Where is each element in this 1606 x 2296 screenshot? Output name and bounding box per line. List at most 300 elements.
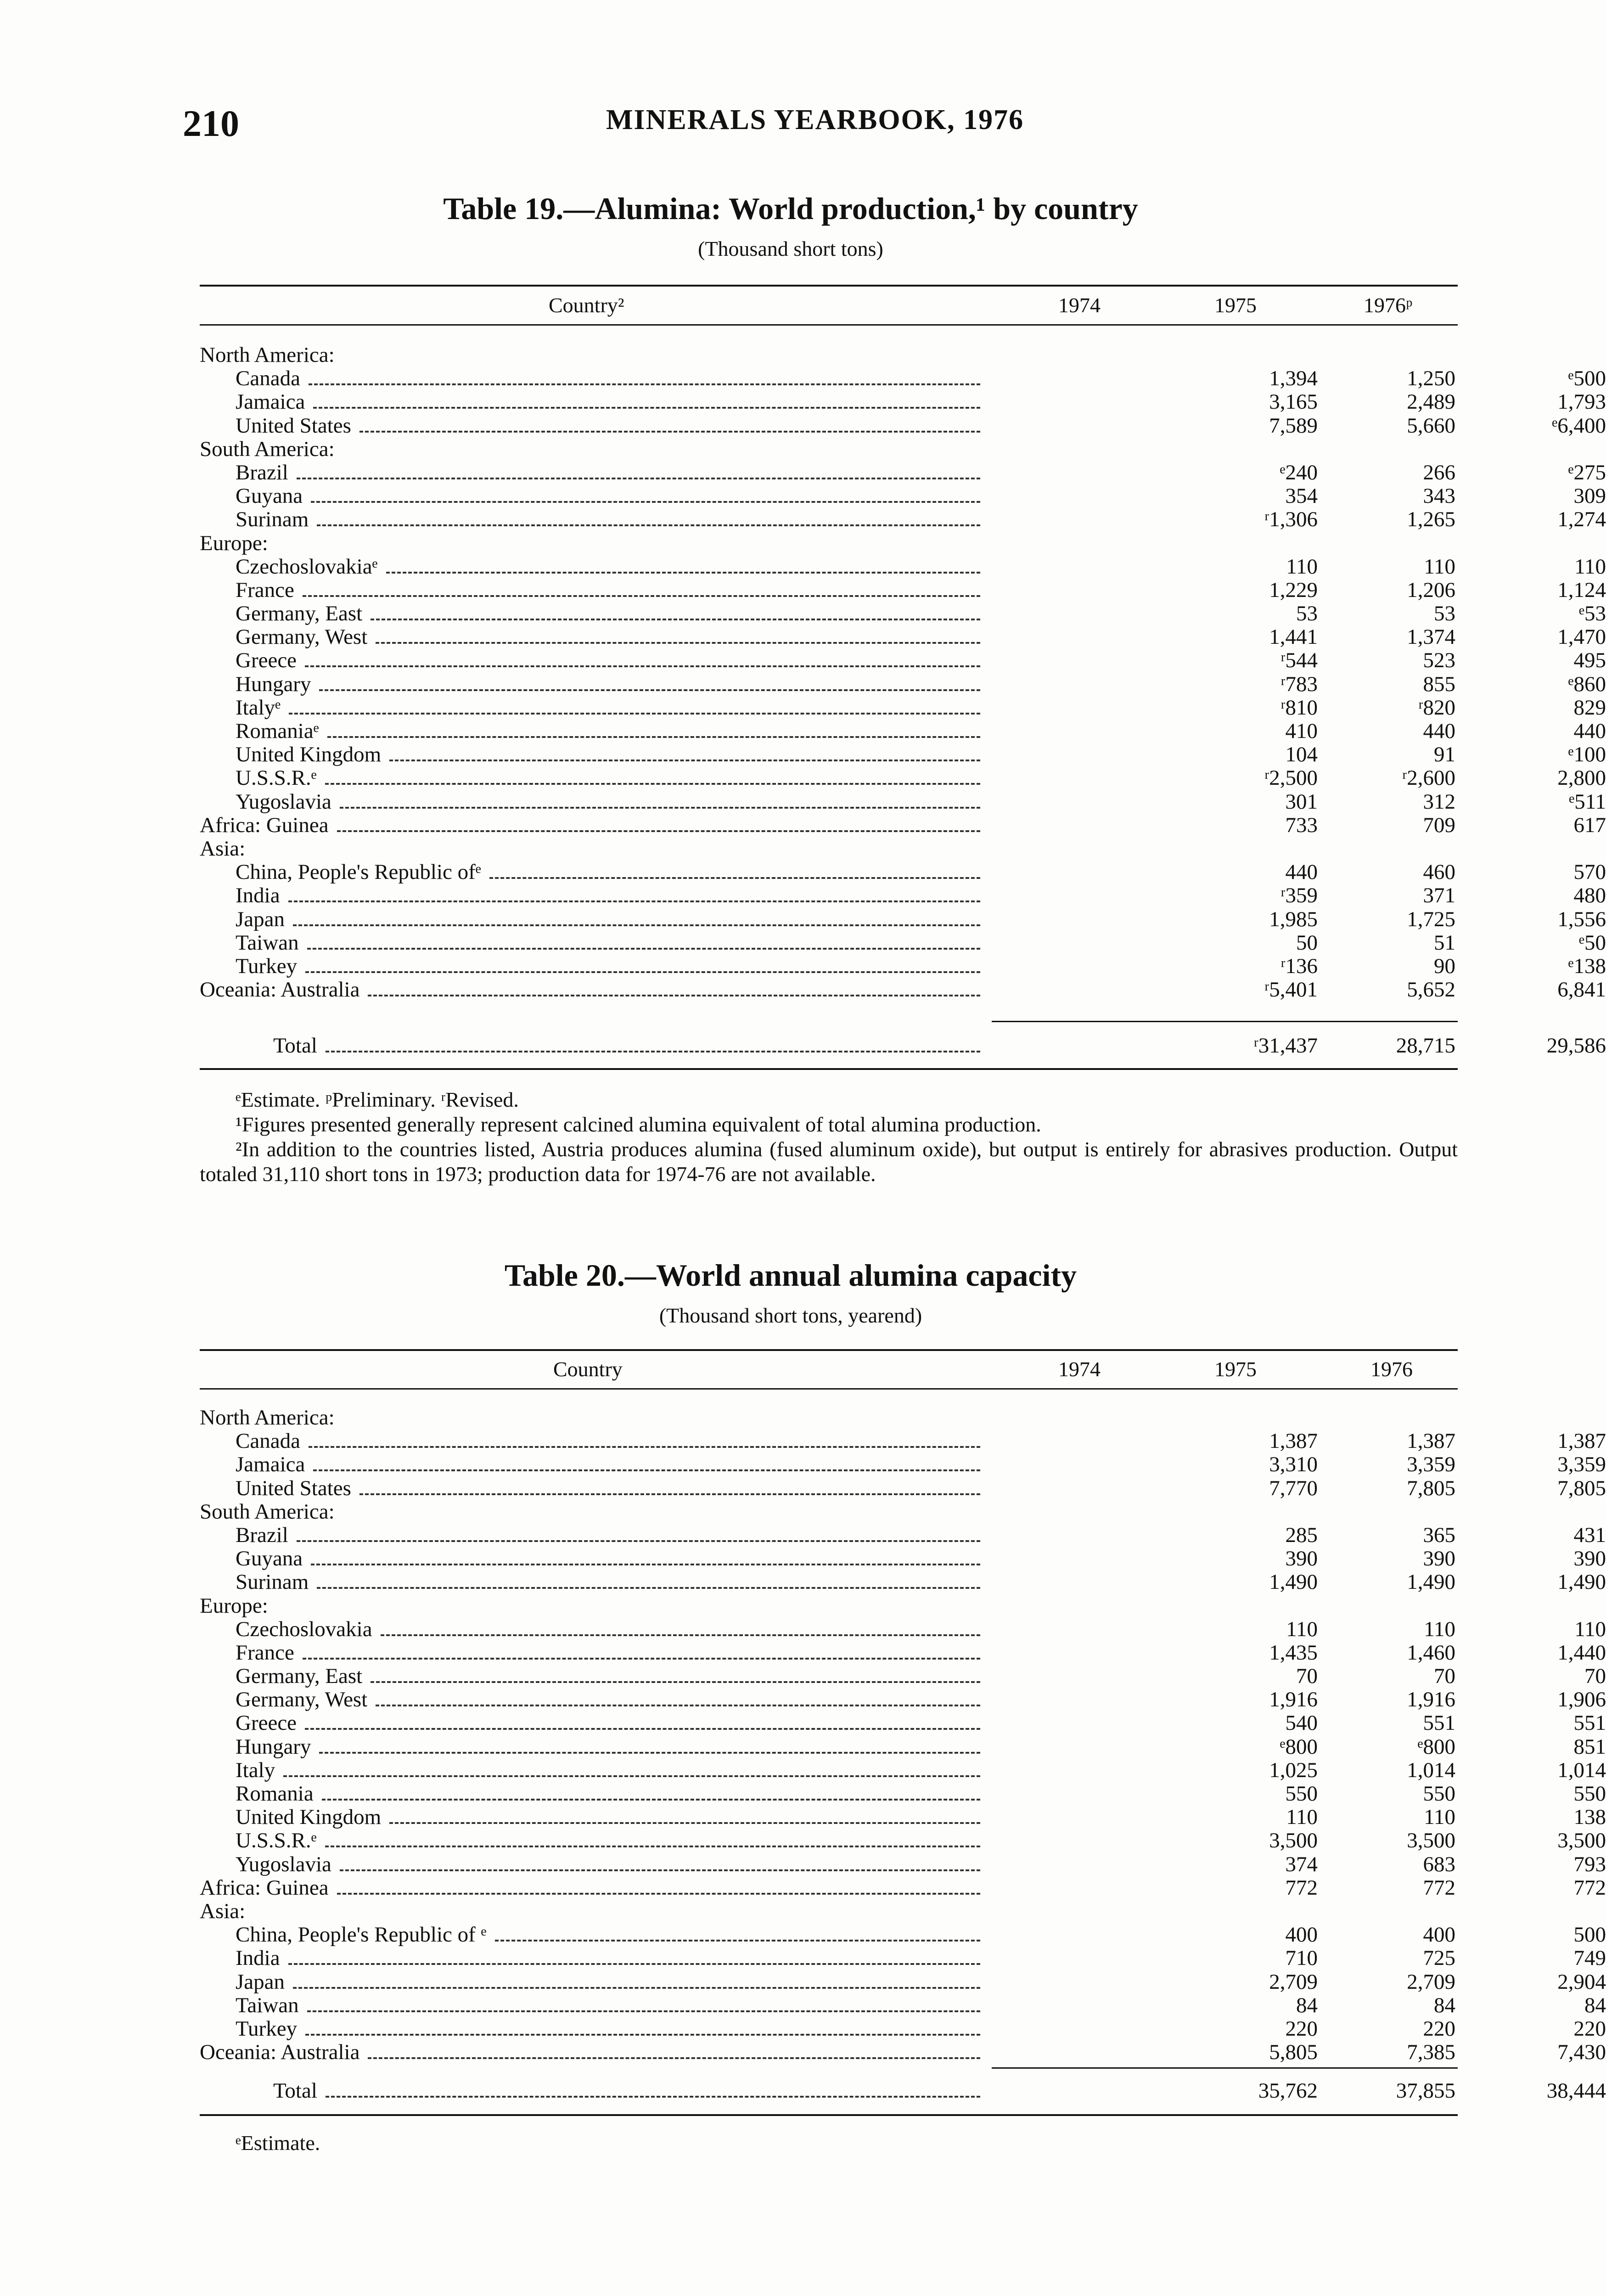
table20-total xyxy=(200,2079,1606,2103)
dot-leader xyxy=(283,1775,980,1777)
country-name: Romaniaᵉ xyxy=(236,719,319,743)
dot-leader xyxy=(309,1446,980,1448)
value-1974: ʳ5,401 xyxy=(1264,978,1318,1002)
table-row xyxy=(200,930,1606,955)
value-1975: 440 xyxy=(1423,719,1455,743)
value-1976: 70 xyxy=(1584,1664,1606,1688)
table-row xyxy=(200,1617,1606,1641)
country-name: Germany, West xyxy=(236,1688,368,1712)
table19-header-rule xyxy=(200,324,1458,326)
dot-leader xyxy=(311,501,980,503)
value-1974: 1,916 xyxy=(1269,1688,1318,1712)
table19-total-rule xyxy=(992,1021,1458,1022)
country-name: United States xyxy=(236,1476,351,1500)
dot-leader xyxy=(288,1963,980,1965)
table20-header-rule xyxy=(200,1388,1458,1390)
value-1975: 683 xyxy=(1423,1852,1455,1876)
dot-leader xyxy=(307,948,980,950)
value-1974: 50 xyxy=(1296,930,1318,955)
table19-col-1974: 1974 xyxy=(1058,293,1101,317)
table20-subtitle: (Thousand short tons, yearend) xyxy=(659,1304,922,1327)
table-row xyxy=(200,1875,1606,1900)
value-1974: 1,387 xyxy=(1269,1429,1318,1453)
value-1976: 1,387 xyxy=(1557,1429,1606,1453)
dot-leader xyxy=(307,2010,980,2012)
table-row xyxy=(200,554,1606,579)
value-1974: 35,762 xyxy=(1258,2079,1318,2103)
value-1975: ʳ2,600 xyxy=(1402,766,1455,790)
value-1975: 2,709 xyxy=(1407,1970,1455,1994)
dot-leader xyxy=(305,665,980,667)
dot-leader xyxy=(326,1051,980,1052)
dot-leader xyxy=(340,1869,980,1871)
dot-leader xyxy=(297,1540,980,1542)
value-1974: 550 xyxy=(1285,1782,1318,1806)
dot-leader xyxy=(337,830,980,832)
table-row xyxy=(200,813,1606,837)
value-1975: 725 xyxy=(1423,1946,1455,1970)
value-1974: 104 xyxy=(1285,743,1318,767)
country-name: North America: xyxy=(200,1406,335,1429)
country-name: India xyxy=(236,1946,280,1970)
value-1974: 1,985 xyxy=(1269,907,1318,931)
value-1975: 1,265 xyxy=(1407,507,1455,532)
dot-leader xyxy=(495,1940,980,1941)
value-1974: 733 xyxy=(1285,813,1318,837)
value-1974: 84 xyxy=(1296,1993,1318,2017)
table-row xyxy=(200,1640,1606,1665)
table19-col-1976: 1976ᵖ xyxy=(1364,293,1413,317)
table-row xyxy=(200,484,1606,508)
table-row xyxy=(200,1993,1606,2017)
country-name: Turkey xyxy=(236,954,298,978)
table-row xyxy=(200,578,1606,602)
table-row xyxy=(200,1664,1606,1688)
table-row xyxy=(200,1758,1606,1782)
value-1974: 70 xyxy=(1296,1664,1318,1688)
value-1975: 772 xyxy=(1423,1875,1455,1900)
table20-col-1975: 1975 xyxy=(1214,1357,1257,1381)
value-1976: 3,500 xyxy=(1557,1829,1606,1853)
dot-leader xyxy=(325,1846,980,1847)
value-1975: 37,855 xyxy=(1396,2079,1455,2103)
value-1975: 90 xyxy=(1434,954,1455,978)
table-row xyxy=(200,507,1606,532)
country-name: India xyxy=(236,884,280,908)
table20-col-1976: 1976 xyxy=(1370,1357,1413,1381)
country-name: Italy xyxy=(236,1758,275,1782)
table-row xyxy=(200,532,1458,555)
value-1975: 1,916 xyxy=(1407,1688,1455,1712)
dot-leader xyxy=(305,971,980,973)
country-name: Europe: xyxy=(200,1593,268,1618)
country-name: Guyana xyxy=(236,1547,303,1571)
country-name: Germany, West xyxy=(236,625,368,649)
country-name: Yugoslavia xyxy=(236,789,331,814)
country-name: Oceania: Australia xyxy=(200,978,360,1002)
table-row xyxy=(200,1429,1606,1453)
table-row xyxy=(200,602,1606,626)
value-1976: 220 xyxy=(1573,2016,1606,2041)
value-1976: 617 xyxy=(1573,813,1606,837)
country-name: Romania xyxy=(236,1782,314,1806)
table-row xyxy=(200,1734,1606,1759)
country-name: China, People's Republic of ᵉ xyxy=(236,1923,487,1947)
country-name: Yugoslavia xyxy=(236,1852,331,1876)
value-1975: 855 xyxy=(1423,672,1455,696)
value-1976: ᵉ53 xyxy=(1578,602,1606,626)
country-name: China, People's Republic ofᵉ xyxy=(236,860,481,884)
table-row xyxy=(200,1829,1606,1853)
dot-leader xyxy=(303,1658,980,1660)
country-name: Taiwan xyxy=(236,1993,299,2017)
dot-leader xyxy=(368,995,980,996)
table19-footnote-2: ²In addition to the countries listed, Austria produces alumina (fused aluminum oxide), but output is entirely for abrasives production. Output totaled 31,110 short tons in 1973; production data for 1974-76 are not available. xyxy=(200,1137,1458,1186)
value-1976: 500 xyxy=(1573,1923,1606,1947)
value-1975: 51 xyxy=(1434,930,1455,955)
value-1976: 1,556 xyxy=(1557,907,1606,931)
table19-total xyxy=(200,1034,1606,1058)
dot-leader xyxy=(381,1634,980,1636)
value-1974: ʳ810 xyxy=(1280,695,1318,720)
value-1976: 84 xyxy=(1584,1993,1606,2017)
country-name: Surinam xyxy=(236,1570,309,1594)
value-1975: 1,460 xyxy=(1407,1640,1455,1665)
value-1975: 84 xyxy=(1434,1993,1455,2017)
dot-leader xyxy=(322,1799,980,1801)
dot-leader xyxy=(293,1987,980,1989)
value-1975: 5,652 xyxy=(1407,978,1455,1002)
table-row xyxy=(200,1805,1606,1829)
dot-leader xyxy=(368,2057,980,2059)
value-1975: ʳ820 xyxy=(1418,695,1455,720)
table-row xyxy=(200,648,1606,673)
value-1976: 3,359 xyxy=(1557,1452,1606,1477)
value-1976: 110 xyxy=(1574,1617,1606,1641)
table-row xyxy=(200,1688,1606,1712)
country-name: Europe: xyxy=(200,531,268,555)
value-1974: 110 xyxy=(1286,1805,1318,1829)
country-name: Africa: Guinea xyxy=(200,813,329,837)
value-1974: 710 xyxy=(1285,1946,1318,1970)
value-1975: 7,805 xyxy=(1407,1476,1455,1500)
dot-leader xyxy=(389,1822,980,1824)
value-1974: 440 xyxy=(1285,860,1318,884)
value-1976: 551 xyxy=(1573,1711,1606,1735)
value-1974: ʳ136 xyxy=(1280,954,1318,978)
table-row xyxy=(200,1500,1458,1524)
dot-leader xyxy=(305,2034,980,2036)
country-name: Oceania: Australia xyxy=(200,2040,360,2065)
value-1976: 829 xyxy=(1573,695,1606,720)
table-row xyxy=(200,1900,1458,1923)
table-row xyxy=(200,1782,1606,1806)
value-1975: 1,374 xyxy=(1407,625,1455,649)
value-1975: 460 xyxy=(1423,860,1455,884)
value-1976: 440 xyxy=(1573,719,1606,743)
value-1976: ᵉ511 xyxy=(1569,789,1606,814)
value-1975: 1,387 xyxy=(1407,1429,1455,1453)
value-1974: 400 xyxy=(1285,1923,1318,1947)
value-1976: 851 xyxy=(1573,1734,1606,1759)
table-row xyxy=(200,766,1606,790)
dot-leader xyxy=(319,689,980,691)
dot-leader xyxy=(359,431,980,433)
table-row xyxy=(200,1476,1606,1500)
dot-leader xyxy=(311,1564,980,1565)
value-1975: 371 xyxy=(1423,884,1455,908)
value-1975: 3,359 xyxy=(1407,1452,1455,1477)
table-row xyxy=(200,743,1606,767)
value-1975: 390 xyxy=(1423,1547,1455,1571)
dot-leader xyxy=(371,1681,980,1683)
value-1975: 28,715 xyxy=(1396,1034,1455,1058)
value-1975: 550 xyxy=(1423,1782,1455,1806)
country-name: South America: xyxy=(200,437,335,461)
table19-col-country: Country² xyxy=(549,293,624,317)
value-1975: 2,489 xyxy=(1407,390,1455,414)
value-1976: ᵉ6,400 xyxy=(1552,413,1606,438)
value-1975: 709 xyxy=(1423,813,1455,837)
table20-col-country: Country xyxy=(553,1357,623,1381)
dot-leader xyxy=(371,619,980,620)
table19-body xyxy=(200,343,1606,1002)
table-row xyxy=(200,1970,1606,1994)
value-1976: 570 xyxy=(1573,860,1606,884)
value-1976: 2,800 xyxy=(1557,766,1606,790)
value-1975: 343 xyxy=(1423,484,1455,508)
value-1974: 374 xyxy=(1285,1852,1318,1876)
value-1975: 53 xyxy=(1434,602,1455,626)
table-row xyxy=(200,978,1606,1002)
table-row xyxy=(200,837,1458,861)
value-1974: 301 xyxy=(1285,789,1318,814)
table20-col-1974: 1974 xyxy=(1058,1357,1101,1381)
value-1976: 1,274 xyxy=(1557,507,1606,532)
value-1975: 551 xyxy=(1423,1711,1455,1735)
country-name: France xyxy=(236,1640,294,1665)
value-1976: 138 xyxy=(1573,1805,1606,1829)
dot-leader xyxy=(313,407,980,409)
value-1976: ᵉ275 xyxy=(1568,460,1606,484)
country-name: Germany, East xyxy=(236,1664,363,1688)
table-row xyxy=(200,343,1458,367)
country-name: Taiwan xyxy=(236,930,299,955)
value-1974: ʳ2,500 xyxy=(1264,766,1318,790)
dot-leader xyxy=(293,924,980,926)
value-1974: 1,025 xyxy=(1269,1758,1318,1782)
table-row xyxy=(200,2040,1606,2065)
value-1974: 7,770 xyxy=(1269,1476,1318,1500)
value-1976: 110 xyxy=(1574,554,1606,579)
value-1974: 772 xyxy=(1285,1875,1318,1900)
dot-leader xyxy=(376,642,980,644)
country-name: Asia: xyxy=(200,1899,246,1923)
value-1974: 3,310 xyxy=(1269,1452,1318,1477)
value-1974: 220 xyxy=(1285,2016,1318,2041)
country-name: Africa: Guinea xyxy=(200,1875,329,1900)
dot-leader xyxy=(288,900,980,902)
value-1975: 3,500 xyxy=(1407,1829,1455,1853)
value-1974: 1,441 xyxy=(1269,625,1318,649)
value-1975: ᵉ800 xyxy=(1417,1734,1455,1759)
table-row xyxy=(200,884,1606,908)
value-1976: 1,470 xyxy=(1557,625,1606,649)
value-1974: 1,394 xyxy=(1269,366,1318,391)
table20-footnote-legend: ᵉEstimate. xyxy=(236,2131,320,2155)
value-1975: 1,725 xyxy=(1407,907,1455,931)
value-1976: 1,014 xyxy=(1557,1758,1606,1782)
value-1975: 220 xyxy=(1423,2016,1455,2041)
table20-title: Table 20.—World annual alumina capacity xyxy=(504,1258,1077,1293)
table20-bottom-rule xyxy=(200,2114,1458,2116)
value-1975: 266 xyxy=(1423,460,1455,484)
dot-leader xyxy=(376,1705,980,1706)
running-head: MINERALS YEARBOOK, 1976 xyxy=(606,104,1024,135)
table20-footnotes xyxy=(200,2131,1458,2155)
table19-footnote-1: ¹Figures presented generally represent calcined alumina equivalent of total alumina production. xyxy=(236,1113,1041,1136)
table19-top-rule xyxy=(200,285,1458,287)
value-1976: 431 xyxy=(1573,1523,1606,1547)
value-1976: 495 xyxy=(1573,648,1606,673)
value-1974: 7,589 xyxy=(1269,413,1318,438)
value-1974: 5,805 xyxy=(1269,2040,1318,2065)
country-name: Hungary xyxy=(236,1734,311,1759)
value-1974: 110 xyxy=(1286,554,1318,579)
country-name: North America: xyxy=(200,343,335,367)
dot-leader xyxy=(327,736,980,738)
value-1976: ᵉ50 xyxy=(1578,930,1606,955)
country-name: Canada xyxy=(236,366,300,391)
table-row xyxy=(200,789,1606,814)
value-1976: 7,805 xyxy=(1557,1476,1606,1500)
value-1976: 749 xyxy=(1573,1946,1606,1970)
value-1976: 550 xyxy=(1573,1782,1606,1806)
country-name: Greece xyxy=(236,1711,297,1735)
value-1974: ʳ1,306 xyxy=(1264,507,1318,532)
value-1974: 1,435 xyxy=(1269,1640,1318,1665)
value-1974: 285 xyxy=(1285,1523,1318,1547)
total-label: Total xyxy=(273,2079,317,2103)
value-1974: 110 xyxy=(1286,1617,1318,1641)
table-row xyxy=(200,625,1606,649)
table-row xyxy=(200,1852,1606,1876)
dot-leader xyxy=(303,595,980,597)
country-name: Canada xyxy=(236,1429,300,1453)
country-name: U.S.S.R.ᵉ xyxy=(236,1829,317,1853)
table19-bottom-rule xyxy=(200,1068,1458,1070)
dot-leader xyxy=(309,383,980,385)
country-name: South America: xyxy=(200,1499,335,1524)
country-name: Guyana xyxy=(236,484,303,508)
dot-leader xyxy=(317,524,980,526)
value-1975: 70 xyxy=(1434,1664,1455,1688)
country-name: Italyᵉ xyxy=(236,695,281,720)
table19-subtitle: (Thousand short tons) xyxy=(698,237,883,260)
table-row xyxy=(200,1452,1606,1477)
country-name: Brazil xyxy=(236,460,288,484)
value-1975: 312 xyxy=(1423,789,1455,814)
table-row xyxy=(200,1523,1606,1547)
value-1975: 7,385 xyxy=(1407,2040,1455,2065)
value-1975: 1,206 xyxy=(1407,578,1455,602)
value-1976: 6,841 xyxy=(1557,978,1606,1002)
dot-leader xyxy=(289,713,980,715)
table-row xyxy=(200,366,1606,391)
country-name: Asia: xyxy=(200,836,246,861)
value-1974: ʳ783 xyxy=(1280,672,1318,696)
value-1974: ᵉ240 xyxy=(1280,460,1318,484)
value-1976: 38,444 xyxy=(1546,2079,1606,2103)
table20-top-rule xyxy=(200,1349,1458,1351)
country-name: Germany, East xyxy=(236,602,363,626)
country-name: Surinam xyxy=(236,507,309,532)
table-row xyxy=(200,1711,1606,1735)
dot-leader xyxy=(326,2096,980,2098)
value-1975: 1,490 xyxy=(1407,1570,1455,1594)
table-row xyxy=(200,907,1606,931)
dot-leader xyxy=(305,1728,980,1730)
value-1974: 1,229 xyxy=(1269,578,1318,602)
country-name: Jamaica xyxy=(236,1452,305,1477)
dot-leader xyxy=(325,783,980,785)
country-name: United States xyxy=(236,413,351,438)
country-name: U.S.S.R.ᵉ xyxy=(236,766,317,790)
table-row xyxy=(200,695,1606,720)
dot-leader xyxy=(313,1469,980,1471)
table19-col-1975: 1975 xyxy=(1214,293,1257,317)
country-name: United Kingdom xyxy=(236,1805,382,1829)
country-name: United Kingdom xyxy=(236,743,382,767)
value-1976: 480 xyxy=(1573,884,1606,908)
dot-leader xyxy=(317,1587,980,1589)
dot-leader xyxy=(389,760,980,761)
table19-total-row xyxy=(200,1034,1606,1058)
table-row xyxy=(200,413,1606,438)
value-1974: 1,490 xyxy=(1269,1570,1318,1594)
value-1975: 91 xyxy=(1434,743,1455,767)
value-1974: ᵉ800 xyxy=(1280,1734,1318,1759)
page-number: 210 xyxy=(183,102,239,144)
value-1975: 365 xyxy=(1423,1523,1455,1547)
table-row xyxy=(200,1946,1606,1970)
value-1975: 110 xyxy=(1424,1617,1455,1641)
table20-total-rule xyxy=(992,2067,1458,2069)
country-name: Greece xyxy=(236,648,297,673)
value-1976: 772 xyxy=(1573,1875,1606,1900)
value-1976: ᵉ138 xyxy=(1568,954,1606,978)
dot-leader xyxy=(319,1752,980,1754)
value-1974: 3,165 xyxy=(1269,390,1318,414)
table-row xyxy=(200,860,1606,884)
table-row xyxy=(200,1570,1606,1594)
country-name: France xyxy=(236,578,294,602)
table-row xyxy=(200,2016,1606,2041)
country-name: Japan xyxy=(236,1970,285,1994)
value-1976: 29,586 xyxy=(1546,1034,1606,1058)
value-1976: ᵉ500 xyxy=(1568,366,1606,391)
value-1975: 5,660 xyxy=(1407,413,1455,438)
value-1976: 1,124 xyxy=(1557,578,1606,602)
table-row xyxy=(200,719,1606,743)
table-row xyxy=(200,1594,1458,1618)
value-1974: ʳ359 xyxy=(1280,884,1318,908)
value-1976: 309 xyxy=(1573,484,1606,508)
value-1975: 523 xyxy=(1423,648,1455,673)
value-1975: 110 xyxy=(1424,554,1455,579)
value-1975: 110 xyxy=(1424,1805,1455,1829)
value-1976: ᵉ100 xyxy=(1568,743,1606,767)
